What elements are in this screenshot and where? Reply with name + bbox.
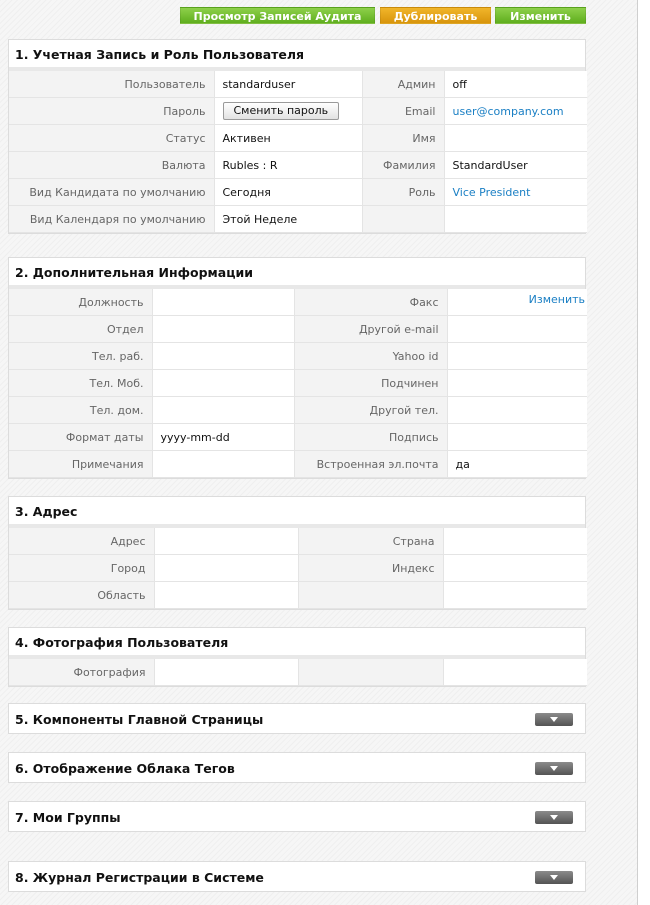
role-label: Роль bbox=[362, 179, 444, 206]
calendar-view-label: Вид Календаря по умолчанию bbox=[9, 206, 214, 233]
section-title: 8. Журнал Регистрации в Системе bbox=[15, 870, 264, 885]
right-divider bbox=[637, 0, 638, 905]
table-row bbox=[9, 125, 587, 152]
status-value: Активен bbox=[214, 125, 362, 152]
country-label: Страна bbox=[298, 528, 443, 555]
table-row bbox=[9, 343, 587, 370]
section-title: 3. Адрес bbox=[9, 497, 585, 528]
view-audit-button[interactable]: Просмотр Записей Аудита bbox=[180, 7, 375, 24]
admin-value: off bbox=[444, 71, 587, 98]
region-value bbox=[154, 582, 298, 609]
lead-view-value: Сегодня bbox=[214, 179, 362, 206]
section-title: 4. Фотография Пользователя bbox=[9, 628, 585, 659]
lastname-value: StandardUser bbox=[444, 152, 587, 179]
table-row bbox=[9, 179, 587, 206]
section-title: 7. Мои Группы bbox=[15, 810, 121, 825]
date-format-value: yyyy-mm-dd bbox=[152, 424, 294, 451]
photo-table bbox=[9, 659, 587, 686]
department-label: Отдел bbox=[9, 316, 152, 343]
section-title: 2. Дополнительная Информации bbox=[9, 258, 585, 289]
chevron-down-icon[interactable] bbox=[535, 762, 573, 775]
table-row bbox=[9, 152, 587, 179]
lastname-label: Фамилия bbox=[362, 152, 444, 179]
chevron-down-icon[interactable] bbox=[535, 713, 573, 726]
empty-cell bbox=[298, 582, 443, 609]
mobile-value bbox=[152, 370, 294, 397]
table-row bbox=[9, 659, 587, 686]
chevron-down-icon[interactable] bbox=[535, 871, 573, 884]
section-title: 1. Учетная Запись и Роль Пользователя bbox=[9, 40, 585, 71]
photo-label: Фотография bbox=[9, 659, 154, 686]
section-title: 5. Компоненты Главной Страницы bbox=[15, 712, 264, 727]
reports-to-value bbox=[447, 370, 587, 397]
lead-view-label: Вид Кандидата по умолчанию bbox=[9, 179, 214, 206]
table-row bbox=[9, 98, 587, 125]
table-row bbox=[9, 71, 587, 98]
email-label: Email bbox=[362, 98, 444, 125]
internal-mail-value: да bbox=[447, 451, 587, 478]
section-home-components[interactable] bbox=[8, 703, 586, 734]
table-row bbox=[9, 555, 587, 582]
address-label: Адрес bbox=[9, 528, 154, 555]
other-email-label: Другой e-mail bbox=[294, 316, 447, 343]
notes-value bbox=[152, 451, 294, 478]
empty-cell bbox=[362, 206, 444, 233]
section-account-role bbox=[8, 39, 586, 234]
zip-value bbox=[443, 555, 587, 582]
department-value bbox=[152, 316, 294, 343]
table-row bbox=[9, 316, 587, 343]
role-link[interactable]: Vice President bbox=[452, 185, 531, 199]
table-row bbox=[9, 424, 587, 451]
duplicate-button[interactable]: Дублировать bbox=[380, 7, 491, 24]
other-email-value bbox=[447, 316, 587, 343]
reports-to-label: Подчинен bbox=[294, 370, 447, 397]
role-cell bbox=[444, 179, 587, 206]
region-label: Область bbox=[9, 582, 154, 609]
yahoo-value bbox=[447, 343, 587, 370]
signature-value bbox=[447, 424, 587, 451]
internal-mail-label: Встроенная эл.почта bbox=[294, 451, 447, 478]
other-phone-value bbox=[447, 397, 587, 424]
table-row bbox=[9, 582, 587, 609]
firstname-label: Имя bbox=[362, 125, 444, 152]
address-value bbox=[154, 528, 298, 555]
work-phone-value bbox=[152, 343, 294, 370]
status-label: Статус bbox=[9, 125, 214, 152]
section-login-history[interactable] bbox=[8, 861, 586, 892]
password-cell bbox=[214, 98, 362, 125]
fax-label: Факс bbox=[294, 289, 447, 316]
signature-label: Подпись bbox=[294, 424, 447, 451]
section-additional-info bbox=[8, 257, 586, 479]
empty-cell bbox=[444, 206, 587, 233]
table-row bbox=[9, 528, 587, 555]
notes-label: Примечания bbox=[9, 451, 152, 478]
change-password-button[interactable]: Сменить пароль bbox=[223, 102, 340, 120]
email-link[interactable]: user@company.com bbox=[452, 104, 564, 118]
home-phone-label: Тел. дом. bbox=[9, 397, 152, 424]
position-label: Должность bbox=[9, 289, 152, 316]
account-table bbox=[9, 71, 587, 233]
home-phone-value bbox=[152, 397, 294, 424]
position-value bbox=[152, 289, 294, 316]
currency-value: Rubles : R bbox=[214, 152, 362, 179]
table-row bbox=[9, 451, 587, 478]
calendar-view-value: Этой Неделе bbox=[214, 206, 362, 233]
password-label: Пароль bbox=[9, 98, 214, 125]
table-row bbox=[9, 397, 587, 424]
table-row bbox=[9, 289, 587, 316]
user-value: standarduser bbox=[214, 71, 362, 98]
city-value bbox=[154, 555, 298, 582]
yahoo-label: Yahoo id bbox=[294, 343, 447, 370]
chevron-down-icon[interactable] bbox=[535, 811, 573, 824]
photo-value bbox=[154, 659, 298, 686]
city-label: Город bbox=[9, 555, 154, 582]
country-value bbox=[443, 528, 587, 555]
additional-info-edit-link[interactable]: Изменить bbox=[528, 293, 585, 306]
additional-info-table bbox=[9, 289, 587, 478]
email-cell bbox=[444, 98, 587, 125]
table-row bbox=[9, 206, 587, 233]
section-title: 6. Отображение Облака Тегов bbox=[15, 761, 235, 776]
mobile-label: Тел. Моб. bbox=[9, 370, 152, 397]
empty-cell bbox=[443, 582, 587, 609]
section-tag-cloud[interactable] bbox=[8, 752, 586, 783]
zip-label: Индекс bbox=[298, 555, 443, 582]
section-address bbox=[8, 496, 586, 610]
section-user-photo bbox=[8, 627, 586, 687]
work-phone-label: Тел. раб. bbox=[9, 343, 152, 370]
other-phone-label: Другой тел. bbox=[294, 397, 447, 424]
section-my-groups[interactable] bbox=[8, 801, 586, 832]
currency-label: Валюта bbox=[9, 152, 214, 179]
address-table bbox=[9, 528, 587, 609]
table-row bbox=[9, 370, 587, 397]
user-label: Пользователь bbox=[9, 71, 214, 98]
admin-label: Админ bbox=[362, 71, 444, 98]
edit-button[interactable]: Изменить bbox=[495, 7, 586, 24]
empty-cell bbox=[443, 659, 587, 686]
empty-cell bbox=[298, 659, 443, 686]
date-format-label: Формат даты bbox=[9, 424, 152, 451]
firstname-value bbox=[444, 125, 587, 152]
